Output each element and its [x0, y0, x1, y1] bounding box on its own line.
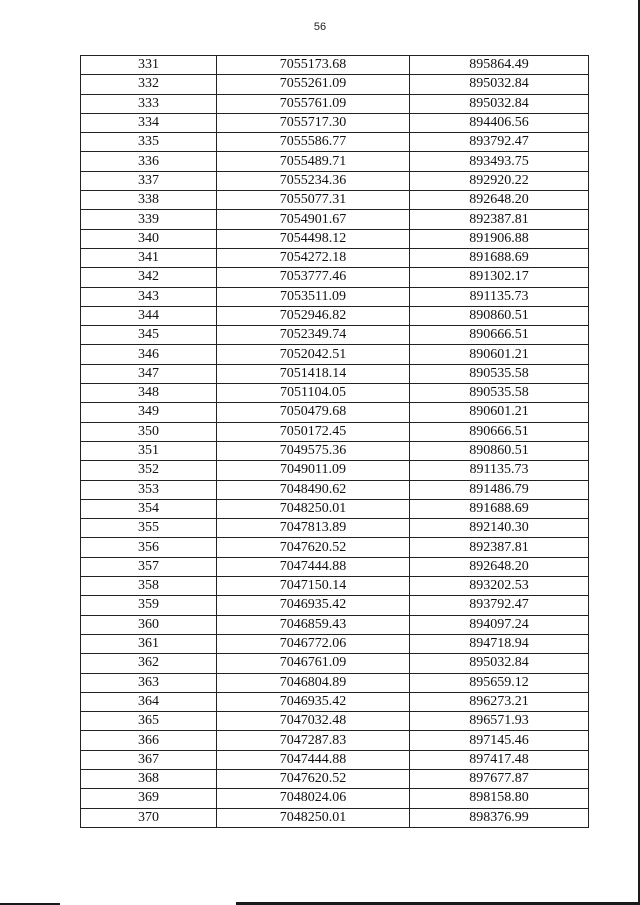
- point-number-cell: 350: [81, 422, 217, 441]
- table-row: [81, 441, 589, 460]
- point-number-cell: 366: [81, 731, 217, 750]
- x-coordinate-cell: 7053777.46: [217, 268, 410, 287]
- point-number-cell: 351: [81, 441, 217, 460]
- page-number: 56: [313, 21, 327, 33]
- x-coordinate-cell: 7046804.89: [217, 673, 410, 692]
- x-coordinate-cell: 7049011.09: [217, 461, 410, 480]
- point-number-cell: 363: [81, 673, 217, 692]
- y-coordinate-cell: 893202.53: [410, 577, 589, 596]
- table-row: [81, 287, 589, 306]
- table-row: [81, 634, 589, 653]
- table-row: [81, 615, 589, 634]
- table-row: [81, 345, 589, 364]
- point-number-cell: 341: [81, 248, 217, 267]
- point-number-cell: 344: [81, 306, 217, 325]
- y-coordinate-cell: 892648.20: [410, 557, 589, 576]
- point-number-cell: 348: [81, 384, 217, 403]
- x-coordinate-cell: 7048250.01: [217, 808, 410, 827]
- point-number-cell: 338: [81, 191, 217, 210]
- table-row: [81, 248, 589, 267]
- point-number-cell: 368: [81, 769, 217, 788]
- table-row: [81, 133, 589, 152]
- point-number-cell: 354: [81, 499, 217, 518]
- y-coordinate-cell: 895032.84: [410, 94, 589, 113]
- y-coordinate-cell: 890535.58: [410, 364, 589, 383]
- table-row: [81, 499, 589, 518]
- x-coordinate-cell: 7047620.52: [217, 769, 410, 788]
- table-row: [81, 692, 589, 711]
- y-coordinate-cell: 894406.56: [410, 113, 589, 132]
- point-number-cell: 339: [81, 210, 217, 229]
- y-coordinate-cell: 892140.30: [410, 519, 589, 538]
- table-row: [81, 56, 589, 75]
- x-coordinate-cell: 7052349.74: [217, 326, 410, 345]
- table-row: [81, 769, 589, 788]
- point-number-cell: 343: [81, 287, 217, 306]
- point-number-cell: 331: [81, 56, 217, 75]
- table-row: [81, 596, 589, 615]
- table-row: [81, 750, 589, 769]
- y-coordinate-cell: 891906.88: [410, 229, 589, 248]
- point-number-cell: 353: [81, 480, 217, 499]
- x-coordinate-cell: 7047620.52: [217, 538, 410, 557]
- x-coordinate-cell: 7055261.09: [217, 75, 410, 94]
- table-row: [81, 191, 589, 210]
- x-coordinate-cell: 7046859.43: [217, 615, 410, 634]
- x-coordinate-cell: 7047813.89: [217, 519, 410, 538]
- coordinates-table: [80, 55, 589, 828]
- point-number-cell: 364: [81, 692, 217, 711]
- point-number-cell: 370: [81, 808, 217, 827]
- x-coordinate-cell: 7047444.88: [217, 750, 410, 769]
- y-coordinate-cell: 891135.73: [410, 287, 589, 306]
- table-row: [81, 577, 589, 596]
- table-row: [81, 654, 589, 673]
- y-coordinate-cell: 890535.58: [410, 384, 589, 403]
- table-row: [81, 152, 589, 171]
- table-row: [81, 519, 589, 538]
- x-coordinate-cell: 7054498.12: [217, 229, 410, 248]
- y-coordinate-cell: 896571.93: [410, 712, 589, 731]
- point-number-cell: 346: [81, 345, 217, 364]
- y-coordinate-cell: 897677.87: [410, 769, 589, 788]
- table-row: [81, 171, 589, 190]
- point-number-cell: 336: [81, 152, 217, 171]
- y-coordinate-cell: 896273.21: [410, 692, 589, 711]
- y-coordinate-cell: 895032.84: [410, 75, 589, 94]
- y-coordinate-cell: 895032.84: [410, 654, 589, 673]
- table-row: [81, 326, 589, 345]
- table-row: [81, 306, 589, 325]
- x-coordinate-cell: 7049575.36: [217, 441, 410, 460]
- y-coordinate-cell: 890860.51: [410, 441, 589, 460]
- table-row: [81, 422, 589, 441]
- y-coordinate-cell: 893792.47: [410, 596, 589, 615]
- y-coordinate-cell: 893792.47: [410, 133, 589, 152]
- y-coordinate-cell: 892387.81: [410, 210, 589, 229]
- y-coordinate-cell: 897145.46: [410, 731, 589, 750]
- x-coordinate-cell: 7055234.36: [217, 171, 410, 190]
- x-coordinate-cell: 7050479.68: [217, 403, 410, 422]
- point-number-cell: 352: [81, 461, 217, 480]
- table-row: [81, 538, 589, 557]
- y-coordinate-cell: 892387.81: [410, 538, 589, 557]
- point-number-cell: 360: [81, 615, 217, 634]
- table-row: [81, 75, 589, 94]
- x-coordinate-cell: 7055489.71: [217, 152, 410, 171]
- point-number-cell: 345: [81, 326, 217, 345]
- y-coordinate-cell: 892920.22: [410, 171, 589, 190]
- y-coordinate-cell: 891688.69: [410, 248, 589, 267]
- y-coordinate-cell: 891688.69: [410, 499, 589, 518]
- y-coordinate-cell: 898158.80: [410, 789, 589, 808]
- point-number-cell: 349: [81, 403, 217, 422]
- x-coordinate-cell: 7052946.82: [217, 306, 410, 325]
- table-row: [81, 712, 589, 731]
- table-row: [81, 403, 589, 422]
- y-coordinate-cell: 891486.79: [410, 480, 589, 499]
- point-number-cell: 361: [81, 634, 217, 653]
- table-row: [81, 673, 589, 692]
- table-row: [81, 94, 589, 113]
- x-coordinate-cell: 7055717.30: [217, 113, 410, 132]
- table-row: [81, 808, 589, 827]
- y-coordinate-cell: 890860.51: [410, 306, 589, 325]
- point-number-cell: 355: [81, 519, 217, 538]
- x-coordinate-cell: 7050172.45: [217, 422, 410, 441]
- point-number-cell: 362: [81, 654, 217, 673]
- point-number-cell: 342: [81, 268, 217, 287]
- table-row: [81, 364, 589, 383]
- x-coordinate-cell: 7052042.51: [217, 345, 410, 364]
- x-coordinate-cell: 7047287.83: [217, 731, 410, 750]
- point-number-cell: 340: [81, 229, 217, 248]
- y-coordinate-cell: 890666.51: [410, 326, 589, 345]
- x-coordinate-cell: 7047444.88: [217, 557, 410, 576]
- x-coordinate-cell: 7048024.06: [217, 789, 410, 808]
- point-number-cell: 367: [81, 750, 217, 769]
- y-coordinate-cell: 890666.51: [410, 422, 589, 441]
- table-row: [81, 268, 589, 287]
- x-coordinate-cell: 7054272.18: [217, 248, 410, 267]
- table-row: [81, 789, 589, 808]
- x-coordinate-cell: 7051104.05: [217, 384, 410, 403]
- table-row: [81, 384, 589, 403]
- x-coordinate-cell: 7047150.14: [217, 577, 410, 596]
- y-coordinate-cell: 892648.20: [410, 191, 589, 210]
- y-coordinate-cell: 893493.75: [410, 152, 589, 171]
- x-coordinate-cell: 7046935.42: [217, 596, 410, 615]
- x-coordinate-cell: 7053511.09: [217, 287, 410, 306]
- point-number-cell: 335: [81, 133, 217, 152]
- point-number-cell: 365: [81, 712, 217, 731]
- point-number-cell: 356: [81, 538, 217, 557]
- table-row: [81, 229, 589, 248]
- x-coordinate-cell: 7054901.67: [217, 210, 410, 229]
- y-coordinate-cell: 894097.24: [410, 615, 589, 634]
- x-coordinate-cell: 7051418.14: [217, 364, 410, 383]
- point-number-cell: 332: [81, 75, 217, 94]
- point-number-cell: 334: [81, 113, 217, 132]
- y-coordinate-cell: 891135.73: [410, 461, 589, 480]
- x-coordinate-cell: 7046935.42: [217, 692, 410, 711]
- point-number-cell: 358: [81, 577, 217, 596]
- y-coordinate-cell: 898376.99: [410, 808, 589, 827]
- y-coordinate-cell: 891302.17: [410, 268, 589, 287]
- table-row: [81, 461, 589, 480]
- x-coordinate-cell: 7055586.77: [217, 133, 410, 152]
- y-coordinate-cell: 890601.21: [410, 345, 589, 364]
- x-coordinate-cell: 7055173.68: [217, 56, 410, 75]
- table-row: [81, 731, 589, 750]
- point-number-cell: 347: [81, 364, 217, 383]
- x-coordinate-cell: 7047032.48: [217, 712, 410, 731]
- point-number-cell: 333: [81, 94, 217, 113]
- table-row: [81, 113, 589, 132]
- x-coordinate-cell: 7048250.01: [217, 499, 410, 518]
- y-coordinate-cell: 890601.21: [410, 403, 589, 422]
- y-coordinate-cell: 895659.12: [410, 673, 589, 692]
- x-coordinate-cell: 7055077.31: [217, 191, 410, 210]
- x-coordinate-cell: 7046772.06: [217, 634, 410, 653]
- y-coordinate-cell: 897417.48: [410, 750, 589, 769]
- point-number-cell: 337: [81, 171, 217, 190]
- point-number-cell: 357: [81, 557, 217, 576]
- point-number-cell: 359: [81, 596, 217, 615]
- coordinates-table-body: [81, 56, 589, 828]
- table-row: [81, 480, 589, 499]
- table-row: [81, 210, 589, 229]
- x-coordinate-cell: 7048490.62: [217, 480, 410, 499]
- table-row: [81, 557, 589, 576]
- point-number-cell: 369: [81, 789, 217, 808]
- x-coordinate-cell: 7046761.09: [217, 654, 410, 673]
- x-coordinate-cell: 7055761.09: [217, 94, 410, 113]
- y-coordinate-cell: 895864.49: [410, 56, 589, 75]
- y-coordinate-cell: 894718.94: [410, 634, 589, 653]
